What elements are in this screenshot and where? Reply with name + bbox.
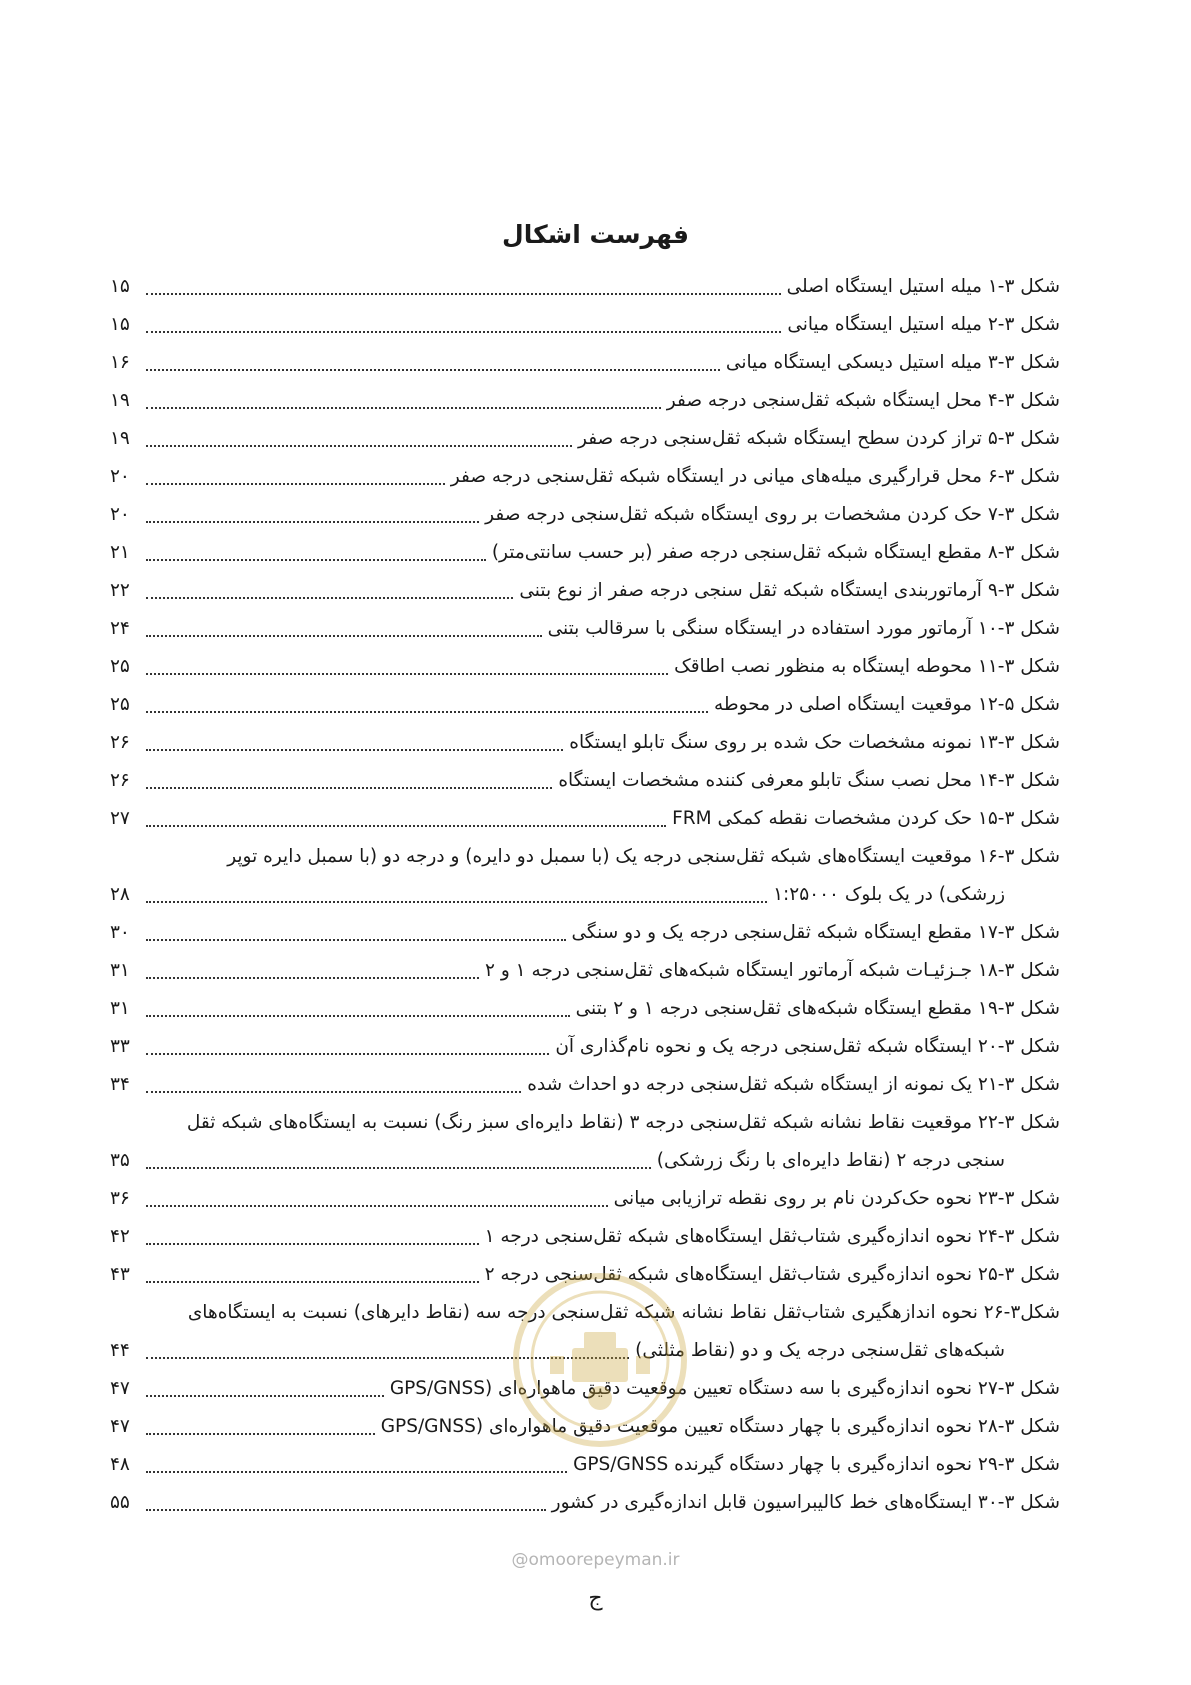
toc-line bbox=[110, 420, 1060, 458]
toc-entry-title: شکل ۳-۲۴ نحوه اندازه‌گیری شتاب‌ثقل ایستگاه‌های شبکه ثقل‌سنجی درجه ۱ bbox=[484, 1226, 1060, 1247]
toc-line bbox=[110, 1446, 1060, 1484]
dot-leader bbox=[146, 977, 479, 979]
toc-entry-title: شکل ۳-۱۶ موقعیت ایستگاه‌های شبکه ثقل‌سنجی درجه یک (با سمبل دو دایره) و درجه دو (با سمبل دایره توپر bbox=[227, 846, 1060, 867]
toc-page-number: ۲۵ bbox=[110, 656, 130, 677]
toc-entry[interactable] bbox=[110, 914, 1060, 952]
dot-leader bbox=[146, 1205, 608, 1207]
toc-page-number: ۱۵ bbox=[110, 276, 130, 297]
toc-entry-title: شکل ۳-۸ مقطع ایستگاه شبکه ثقل‌سنجی درجه صفر (بر حسب سانتی‌متر) bbox=[491, 542, 1060, 563]
toc-line bbox=[110, 1066, 1060, 1104]
page-title: فهرست اشکال bbox=[502, 220, 689, 249]
toc-entry-title: شکل ۳-۲۱ یک نمونه از ایستگاه شبکه ثقل‌سنجی درجه دو احداث شده bbox=[527, 1074, 1060, 1095]
toc-entry[interactable] bbox=[110, 1104, 1060, 1180]
toc-entry[interactable] bbox=[110, 496, 1060, 534]
dot-leader bbox=[146, 673, 668, 675]
toc-entry-title: شکل ۳-۴ محل ایستگاه شبکه ثقل‌سنجی درجه صفر bbox=[666, 390, 1060, 411]
toc-entry-title: شکل ۳-۷ حک کردن مشخصات بر روی ایستگاه شبکه ثقل‌سنجی درجه صفر bbox=[485, 504, 1060, 525]
toc-entry-title: شکل ۵-۱۲ موقعیت ایستگاه اصلی در محوطه bbox=[713, 694, 1060, 715]
toc-entry[interactable] bbox=[110, 1484, 1060, 1522]
toc-page-number: ۱۵ bbox=[110, 314, 130, 335]
toc-page-number: ۲۰ bbox=[110, 466, 130, 487]
dot-leader bbox=[146, 483, 445, 485]
toc-page-number: ۲۰ bbox=[110, 504, 130, 525]
toc-entry[interactable] bbox=[110, 952, 1060, 990]
dot-leader bbox=[146, 901, 767, 903]
toc-entry-title: شکل ۳-۱۰ آرماتور مورد استفاده در ایستگاه سنگی با سرقالب بتنی bbox=[547, 618, 1060, 639]
dot-leader bbox=[146, 369, 720, 371]
toc-line bbox=[110, 1104, 1060, 1142]
toc-entry[interactable] bbox=[110, 1028, 1060, 1066]
toc-page-number: ۲۷ bbox=[110, 808, 130, 829]
toc-line bbox=[110, 1142, 1060, 1180]
toc-page-number: ۱۹ bbox=[110, 428, 130, 449]
toc-line bbox=[110, 1028, 1060, 1066]
toc-page-number: ۴۷ bbox=[110, 1378, 130, 1399]
toc-entry-title: شکل ۳-۱۵ حک کردن مشخصات نقطه کمکی FRM bbox=[672, 808, 1060, 829]
toc-page-number: ۲۱ bbox=[110, 542, 130, 563]
toc-entry[interactable] bbox=[110, 1066, 1060, 1104]
toc-entry-title: شکل ۳-۲۷ نحوه اندازه‌گیری با سه دستگاه تعیین موقعیت دقیق ماهواره‌ای (GPS/GNSS bbox=[389, 1378, 1060, 1399]
dot-leader bbox=[146, 331, 781, 333]
dot-leader bbox=[146, 1015, 570, 1017]
toc-page-number: ۴۴ bbox=[110, 1340, 130, 1361]
toc-page-number: ۲۶ bbox=[110, 770, 130, 791]
toc-line bbox=[110, 458, 1060, 496]
toc-entry-title: شکل ۳-۶ محل قرارگیری میله‌های میانی در ایستگاه شبکه ثقل‌سنجی درجه صفر bbox=[450, 466, 1060, 487]
toc-page-number: ۱۹ bbox=[110, 390, 130, 411]
toc-page-number: ۳۵ bbox=[110, 1150, 130, 1171]
toc-line bbox=[110, 610, 1060, 648]
toc-entry-title: شکل ۳-۵ تراز کردن سطح ایستگاه شبکه ثقل‌سنجی درجه صفر bbox=[577, 428, 1060, 449]
toc-page-number: ۳۱ bbox=[110, 960, 130, 981]
toc-line bbox=[110, 838, 1060, 876]
toc-page-number: ۱۶ bbox=[110, 352, 130, 373]
toc-entry[interactable] bbox=[110, 762, 1060, 800]
dot-leader bbox=[146, 939, 566, 941]
dot-leader bbox=[146, 1471, 567, 1473]
dot-leader bbox=[146, 711, 708, 713]
toc-line bbox=[110, 534, 1060, 572]
dot-leader bbox=[146, 407, 661, 409]
toc-entry[interactable] bbox=[110, 800, 1060, 838]
dot-leader bbox=[146, 445, 572, 447]
dot-leader bbox=[146, 1433, 375, 1435]
toc-page-number: ۲۵ bbox=[110, 694, 130, 715]
toc-line bbox=[110, 914, 1060, 952]
dot-leader bbox=[146, 1091, 521, 1093]
toc-entry[interactable] bbox=[110, 724, 1060, 762]
toc-page-number: ۴۸ bbox=[110, 1454, 130, 1475]
toc-entry-title: شکل ۳-۱۹ مقطع ایستگاه شبکه‌های ثقل‌سنجی درجه ۱ و ۲ بتنی bbox=[575, 998, 1060, 1019]
dot-leader bbox=[146, 293, 781, 295]
toc-entry-title: شکل ۳-۲۳ نحوه حک‌کردن نام بر روی نقطه ترازیابی میانی bbox=[613, 1188, 1060, 1209]
toc-page-number: ۳۱ bbox=[110, 998, 130, 1019]
toc-entry-title: شکل ۳-۱ میله استیل ایستگاه اصلی bbox=[786, 276, 1060, 297]
dot-leader bbox=[146, 1281, 479, 1283]
toc-page-number: ۴۲ bbox=[110, 1226, 130, 1247]
toc-line bbox=[110, 306, 1060, 344]
toc-entry-title: شکل ۳-۳۰ ایستگاه‌های خط کالیبراسیون قابل اندازه‌گیری در کشور bbox=[551, 1492, 1060, 1513]
toc-entry[interactable] bbox=[110, 990, 1060, 1028]
toc-entry-title: شکل ۳-۹ آرماتوربندی ایستگاه شبکه ثقل سنجی درجه صفر از نوع بتنی bbox=[519, 580, 1060, 601]
toc-entry-title: شکل۳-۲۶ نحوه اندازهگیری شتاب‌ثقل نقاط نشانه شبکه ثقل‌سنجی درجه سه (نقاط دایرهای) نسبت به ایستگاه‌های bbox=[187, 1302, 1060, 1323]
toc-entry-title: شبکه‌های ثقل‌سنجی درجه یک و دو (نقاط مثلثی) bbox=[635, 1340, 1005, 1361]
toc-line bbox=[110, 496, 1060, 534]
toc-line bbox=[110, 990, 1060, 1028]
toc-line bbox=[110, 344, 1060, 382]
toc-line bbox=[110, 648, 1060, 686]
toc-line bbox=[110, 1484, 1060, 1522]
toc-entry[interactable] bbox=[110, 686, 1060, 724]
watermark-seal-icon bbox=[510, 1270, 690, 1450]
dot-leader bbox=[146, 1243, 479, 1245]
dot-leader bbox=[146, 597, 513, 599]
toc-entry-title: شکل ۳-۲۹ نحوه اندازه‌گیری با چهار دستگاه گیرنده GPS/GNSS bbox=[573, 1454, 1060, 1475]
dot-leader bbox=[146, 559, 486, 561]
toc-entry-title: شکل ۳-۲۸ نحوه اندازه‌گیری با چهار دستگاه تعیین موقعیت دقیق ماهواره‌ای (GPS/GNSS bbox=[380, 1416, 1060, 1437]
toc-line bbox=[110, 952, 1060, 990]
toc-entry[interactable] bbox=[110, 306, 1060, 344]
dot-leader bbox=[146, 1167, 651, 1169]
toc-entry[interactable] bbox=[110, 1218, 1060, 1256]
toc-entry[interactable] bbox=[110, 648, 1060, 686]
toc-entry[interactable] bbox=[110, 838, 1060, 914]
toc-entry[interactable] bbox=[110, 382, 1060, 420]
toc-page-number: ۳۴ bbox=[110, 1074, 130, 1095]
toc-line bbox=[110, 800, 1060, 838]
dot-leader bbox=[146, 635, 542, 637]
dot-leader bbox=[146, 787, 552, 789]
toc-entry-title: شکل ۳-۱۱ محوطه ایستگاه به منظور نصب اطاقک bbox=[674, 656, 1060, 677]
toc-entry-title: شکل ۳-۲ میله استیل ایستگاه میانی bbox=[787, 314, 1060, 335]
toc-line bbox=[110, 382, 1060, 420]
toc-entry-title: شکل ۳-۱۸ جـزئیـات شبکه آرماتور ایستگاه شبکه‌های ثقل‌سنجی درجه ۱ و ۲ bbox=[485, 960, 1060, 981]
toc-entry-title: شکل ۳-۲۵ نحوه اندازه‌گیری شتاب‌ثقل ایستگاه‌های شبکه ثقل‌سنجی درجه ۲ bbox=[484, 1264, 1060, 1285]
toc-entry[interactable] bbox=[110, 420, 1060, 458]
toc-entry[interactable] bbox=[110, 1180, 1060, 1218]
toc-entry[interactable] bbox=[110, 610, 1060, 648]
toc-entry-title: شکل ۳-۲۰ ایستگاه شبکه ثقل‌سنجی درجه یک و نحوه نام‌گذاری آن bbox=[555, 1036, 1060, 1057]
toc-entry-title: شکل ۳-۲۲ موقعیت نقاط نشانه شبکه ثقل‌سنجی درجه ۳ (نقاط دایره‌ای سبز رنگ) نسبت به ایستگاه‌های شبکه ثقل bbox=[186, 1112, 1060, 1133]
dot-leader bbox=[146, 1395, 384, 1397]
toc-entry[interactable] bbox=[110, 268, 1060, 306]
toc-entry[interactable] bbox=[110, 458, 1060, 496]
toc-page-number: ۴۳ bbox=[110, 1264, 130, 1285]
toc-entry[interactable] bbox=[110, 572, 1060, 610]
toc-entry-title: زرشکی) در یک بلوک ۱:۲۵۰۰۰ bbox=[773, 884, 1005, 905]
dot-leader bbox=[146, 521, 479, 523]
dot-leader bbox=[146, 749, 563, 751]
toc-page-number: ۳۶ bbox=[110, 1188, 130, 1209]
watermark-url: @omoorepeyman.ir bbox=[511, 1550, 680, 1570]
toc-line bbox=[110, 762, 1060, 800]
toc-entry[interactable] bbox=[110, 1446, 1060, 1484]
toc-page-number: ۲۸ bbox=[110, 884, 130, 905]
toc-entry-title: شکل ۳-۱۳ نمونه مشخصات حک شده بر روی سنگ تابلو ایستگاه bbox=[569, 732, 1060, 753]
toc-page-number: ۳۳ bbox=[110, 1036, 130, 1057]
toc-line bbox=[110, 724, 1060, 762]
toc-page-number: ۴۷ bbox=[110, 1416, 130, 1437]
toc-line bbox=[110, 268, 1060, 306]
dot-leader bbox=[146, 1509, 546, 1511]
toc-entry[interactable] bbox=[110, 534, 1060, 572]
toc-line bbox=[110, 876, 1060, 914]
dot-leader bbox=[146, 825, 666, 827]
toc-entry[interactable] bbox=[110, 344, 1060, 382]
toc-entry-title: شکل ۳-۱۴ محل نصب سنگ تابلو معرفی کننده مشخصات ایستگاه bbox=[558, 770, 1060, 791]
toc-page-number: ۲۶ bbox=[110, 732, 130, 753]
toc-line bbox=[110, 1218, 1060, 1256]
toc-entry-title: سنجی درجه ۲ (نقاط دایره‌ای با رنگ زرشکی) bbox=[656, 1150, 1005, 1171]
toc-page-number: ۲۴ bbox=[110, 618, 130, 639]
page-number: ج bbox=[588, 1586, 603, 1611]
toc-page-number: ۵۵ bbox=[110, 1492, 130, 1513]
dot-leader bbox=[146, 1053, 549, 1055]
toc-page-number: ۲۲ bbox=[110, 580, 130, 601]
toc-line bbox=[110, 686, 1060, 724]
toc-page-number: ۳۰ bbox=[110, 922, 130, 943]
toc-entry-title: شکل ۳-۳ میله استیل دیسکی ایستگاه میانی bbox=[725, 352, 1060, 373]
toc-line bbox=[110, 1180, 1060, 1218]
toc-entry-title: شکل ۳-۱۷ مقطع ایستگاه شبکه ثقل‌سنجی درجه یک و دو سنگی bbox=[571, 922, 1060, 943]
toc-line bbox=[110, 572, 1060, 610]
